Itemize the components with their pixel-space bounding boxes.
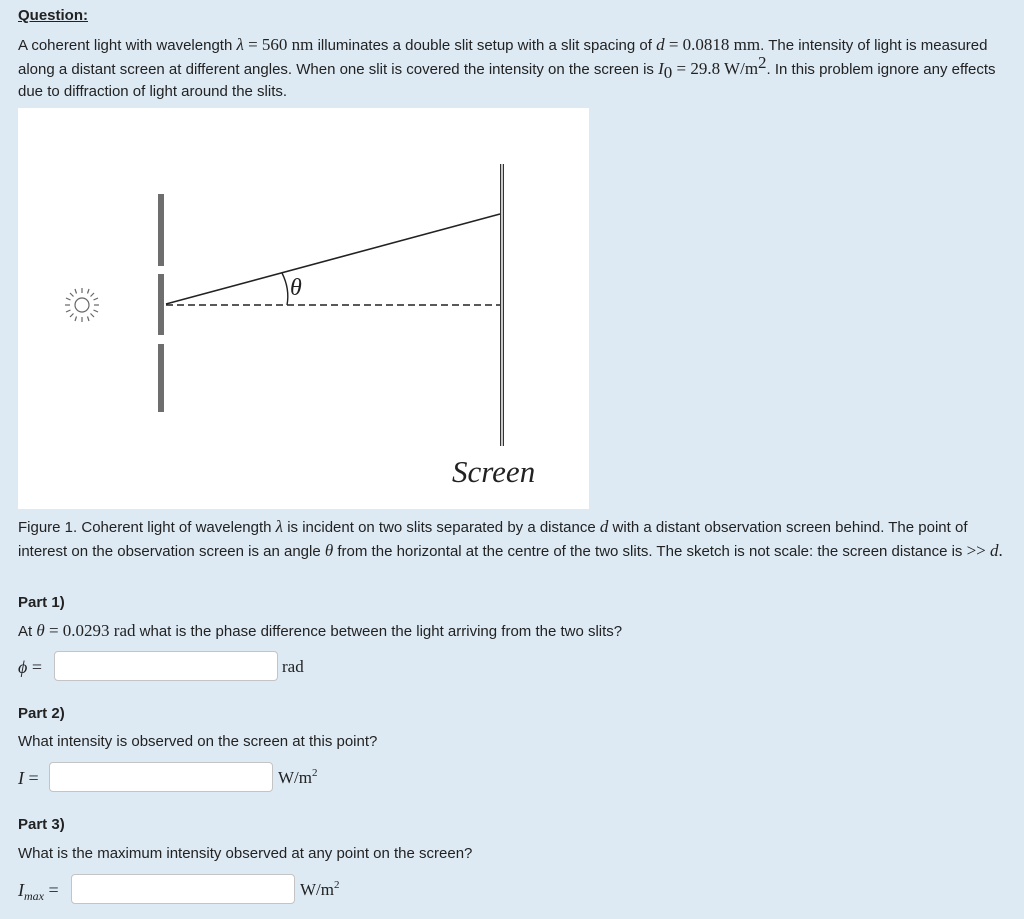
question-heading: Question: (18, 7, 88, 24)
part-3-answer-row (18, 874, 398, 908)
max-intensity-label: $I_{max}$ = (18, 880, 59, 903)
figure-caption: Figure 1. Coherent light of wavelength λ is incident on two slits separated by a distance d with a distant observation screen behind. The point of interest on the observation screen is an angle θ from the horizontal at the centre of the two slits. The sketch is not scale: the screen distance is >> d. (18, 517, 1003, 560)
part-2-title: Part 2) (18, 705, 65, 722)
double-slit-diagram (18, 108, 589, 509)
ray-line (166, 214, 500, 304)
part-1-answer-row (18, 651, 358, 685)
part-3-question: What is the maximum intensity observed at any point on the screen? (18, 845, 473, 862)
phi-label: ϕ = (18, 657, 42, 677)
double-slit-figure (18, 108, 589, 509)
part-2-answer-row (18, 762, 378, 796)
intensity-label: I = (18, 768, 39, 788)
part-1-title: Part 1) (18, 594, 65, 611)
light-source-icon (65, 288, 99, 322)
slit-barrier (158, 194, 164, 412)
part-2-unit: $W/m^2$ (278, 767, 318, 787)
max-intensity-input[interactable] (71, 874, 295, 904)
part-3-unit: $W/m^2$ (300, 879, 340, 899)
intensity-input[interactable] (49, 762, 273, 792)
part-2-question: What intensity is observed on the screen at this point? (18, 733, 378, 750)
phase-difference-input[interactable] (54, 651, 278, 681)
theta-label: θ (290, 275, 302, 301)
part-1-question: At θ = 0.0293 rad what is the phase difference between the light arriving from the two slits? (18, 621, 623, 640)
part-1-unit: rad (282, 657, 304, 676)
screen-label: Screen (452, 454, 536, 489)
question-intro: A coherent light with wavelength λ = 560 nm illuminates a double slit setup with a slit spacing of d = 0.0818 mm. The intensity of light is measured along a distant screen at different angles. When one slit is covered the intensity on the screen is $I_0 = 29.8$ $W/m^2$. In this problem ignore any effects due to diffraction of light around the slits. (18, 35, 996, 100)
part-3-title: Part 3) (18, 816, 65, 833)
angle-arc (282, 273, 288, 305)
